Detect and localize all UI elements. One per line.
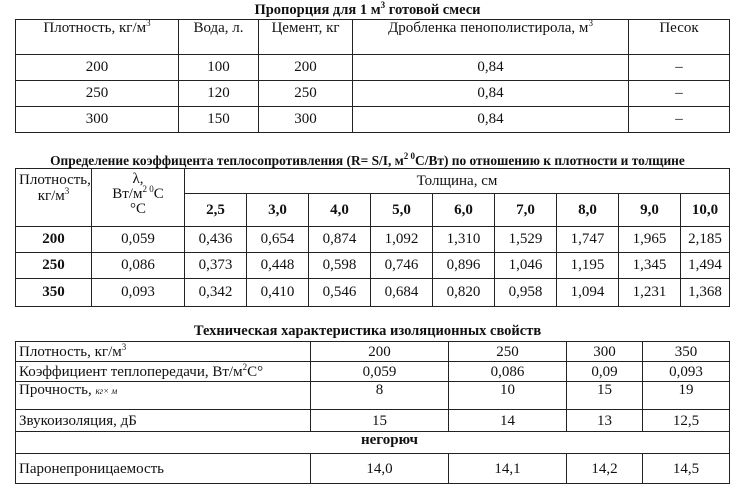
density-cell: 350 <box>16 279 92 307</box>
table-cell: 200 <box>311 342 449 362</box>
table-cell: 14 <box>449 410 567 432</box>
table-cell: 19 <box>643 382 730 410</box>
table-cell: 1,094 <box>557 279 619 307</box>
table1-caption: Пропорция для 1 $м^3$ готовой смеси <box>254 0 481 18</box>
table-cell: 300 <box>259 107 353 133</box>
table-cell: – <box>629 55 730 81</box>
table-cell: 250 <box>16 81 179 107</box>
header-cement: Цемент, кг <box>259 20 353 55</box>
table-row <box>16 382 730 410</box>
header-thickness: Толщина, см <box>185 169 730 194</box>
table-cell: 0,84 <box>353 81 629 107</box>
thickness-cell: 6,0 <box>433 194 495 227</box>
thickness-cell: 2,5 <box>185 194 247 227</box>
header-lambda: λ, $Вт/м^{2 0}С$ °С <box>92 169 185 227</box>
table-cell: 0,093 <box>643 362 730 382</box>
table-cell: 0,684 <box>371 279 433 307</box>
table-cell: 0,086 <box>449 362 567 382</box>
table-cell: 1,092 <box>371 227 433 253</box>
table-cell: 0,820 <box>433 279 495 307</box>
table-cell: 1,494 <box>681 253 730 279</box>
table-cell: 2,185 <box>681 227 730 253</box>
table-cell: 250 <box>449 342 567 362</box>
table-row <box>16 55 730 81</box>
table1-header-row <box>16 20 730 55</box>
thermal-resistance-table <box>15 168 730 307</box>
table-cell: 1,345 <box>619 253 681 279</box>
thickness-cell: 10,0 <box>681 194 730 227</box>
table-cell: 1,965 <box>619 227 681 253</box>
thickness-cell: 3,0 <box>247 194 309 227</box>
header-polystyrene: Дробленка пенополистирола, $м^3$ <box>353 20 629 55</box>
insulation-properties-table <box>15 341 730 484</box>
density-cell: 200 <box>16 227 92 253</box>
table-row <box>16 362 730 382</box>
density-cell: 250 <box>16 253 92 279</box>
table-row <box>16 410 730 432</box>
table-cell: 14,5 <box>643 454 730 484</box>
table-cell: 0,654 <box>247 227 309 253</box>
table-row <box>16 279 730 307</box>
table-row <box>16 227 730 253</box>
table-cell: 300 <box>16 107 179 133</box>
table-cell: 10 <box>449 382 567 410</box>
table-cell: 0,546 <box>309 279 371 307</box>
sound-label: Звукоизоляция, дБ <box>16 410 311 432</box>
table-cell: 14,2 <box>567 454 643 484</box>
table-cell: 8 <box>311 382 449 410</box>
thickness-cell: 7,0 <box>495 194 557 227</box>
header-sand: Песок <box>629 20 730 55</box>
table3-caption: Техническая характеристика изоляционных свойств <box>193 323 542 339</box>
table-cell: 0,84 <box>353 107 629 133</box>
table-cell: 0,342 <box>185 279 247 307</box>
table-cell: 1,368 <box>681 279 730 307</box>
table-cell: 200 <box>16 55 179 81</box>
table-cell: 0,410 <box>247 279 309 307</box>
table-cell: 0,896 <box>433 253 495 279</box>
table-cell: – <box>629 81 730 107</box>
heat-transfer-label: Коэффициент теплопередачи, $Вт/м^2С^\circ$ <box>16 362 311 382</box>
header-water: Вода, л. <box>179 20 259 55</box>
table-row <box>16 81 730 107</box>
table-cell: 1,529 <box>495 227 557 253</box>
table-row <box>16 454 730 484</box>
table-row <box>16 253 730 279</box>
table-cell: 1,046 <box>495 253 557 279</box>
table-cell: 150 <box>179 107 259 133</box>
table-cell: 14,1 <box>449 454 567 484</box>
table-cell: 0,09 <box>567 362 643 382</box>
thickness-cell: 4,0 <box>309 194 371 227</box>
table-cell: 1,231 <box>619 279 681 307</box>
thickness-cell: 8,0 <box>557 194 619 227</box>
lambda-cell: 0,093 <box>92 279 185 307</box>
table-cell: 100 <box>179 55 259 81</box>
table-cell: 350 <box>643 342 730 362</box>
table-cell: 15 <box>567 382 643 410</box>
table-cell: 0,436 <box>185 227 247 253</box>
table-cell: 300 <box>567 342 643 362</box>
header-density: Плотность, $кг/м^3$ <box>16 169 92 227</box>
thickness-cell: 9,0 <box>619 194 681 227</box>
table-row <box>16 107 730 133</box>
nonflammable-cell: негорюч <box>16 432 730 454</box>
lambda-cell: 0,059 <box>92 227 185 253</box>
table2-caption: Определение коэффицента теплосопротивления (R= S/I, $м^{2 0}С/Вт$) по отношению к плотности и толщине <box>50 151 685 168</box>
table-cell: 0,448 <box>247 253 309 279</box>
table-cell: 250 <box>259 81 353 107</box>
lambda-cell: 0,086 <box>92 253 185 279</box>
table-cell: 200 <box>259 55 353 81</box>
table-row <box>16 432 730 454</box>
table-cell: 1,310 <box>433 227 495 253</box>
table-row <box>16 342 730 362</box>
table-cell: 1,195 <box>557 253 619 279</box>
density-label: Плотность, $кг/м^3$ <box>16 342 311 362</box>
table-cell: – <box>629 107 730 133</box>
table-cell: 0,84 <box>353 55 629 81</box>
table-cell: 1,747 <box>557 227 619 253</box>
table-cell: 0,373 <box>185 253 247 279</box>
table-cell: 0,874 <box>309 227 371 253</box>
thickness-cell: 5,0 <box>371 194 433 227</box>
strength-label: Прочность, кг× м <box>16 382 311 410</box>
table-cell: 12,5 <box>643 410 730 432</box>
table-cell: 0,059 <box>311 362 449 382</box>
proportion-table <box>15 19 730 133</box>
table-cell: 14,0 <box>311 454 449 484</box>
table-cell: 0,958 <box>495 279 557 307</box>
table-cell: 0,598 <box>309 253 371 279</box>
vapor-label: Паронепроницаемость <box>16 454 311 484</box>
table-cell: 15 <box>311 410 449 432</box>
table-cell: 0,746 <box>371 253 433 279</box>
table-cell: 13 <box>567 410 643 432</box>
table-cell: 120 <box>179 81 259 107</box>
header-density: Плотность, $кг/м^3$ <box>16 20 179 55</box>
table2-header-row <box>16 169 730 194</box>
